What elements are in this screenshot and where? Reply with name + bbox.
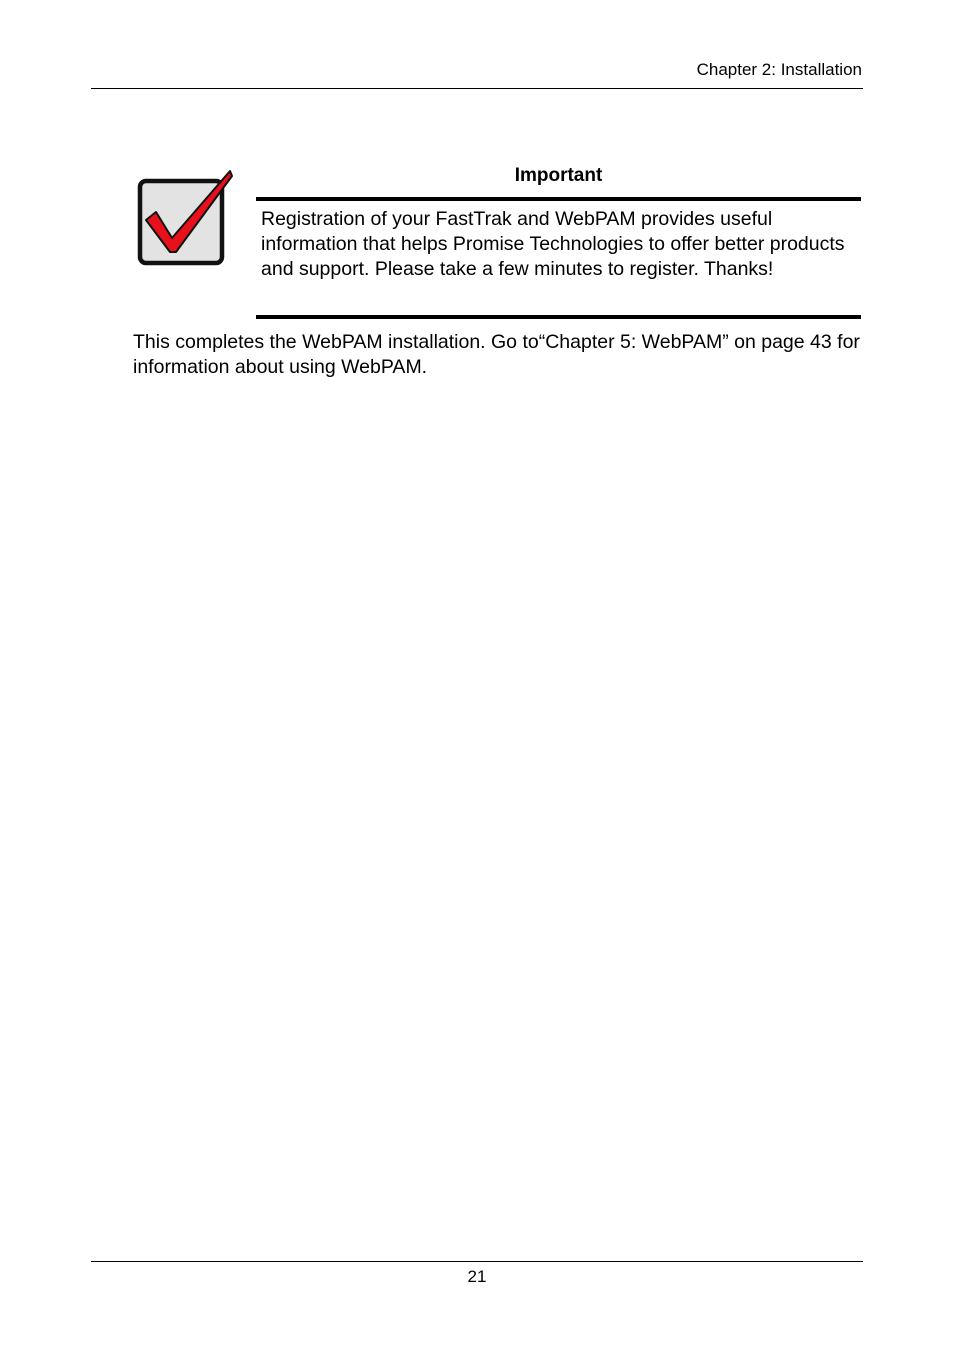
- footer-divider: [91, 1261, 863, 1262]
- checkmark-icon: [136, 168, 236, 268]
- body-paragraph: This completes the WebPAM installation. Go to“Chapter 5: WebPAM” on page 43 for information about using WebPAM.: [133, 331, 860, 378]
- important-title: Important: [514, 165, 603, 186]
- running-header: Chapter 2: Installation: [696, 60, 862, 79]
- important-top-rule: [256, 197, 861, 201]
- important-body: Registration of your FastTrak and WebPAM provides useful information that helps Promise Technologies to offer better products and support. Please take a few minutes to register. Thanks!: [261, 208, 845, 280]
- important-bottom-rule: [256, 315, 861, 319]
- page-number: 21: [467, 1267, 487, 1286]
- header-divider: [91, 88, 863, 89]
